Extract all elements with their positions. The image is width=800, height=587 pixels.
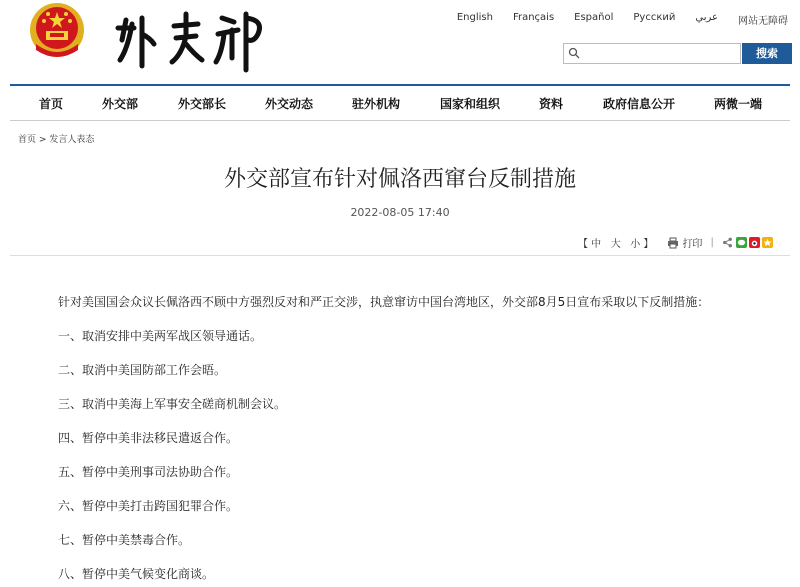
breadcrumb-separator: > [38, 135, 47, 145]
share-icon[interactable] [722, 237, 733, 248]
article-datetime: 2022-08-05 17:40 [350, 206, 450, 219]
nav-item-countries-organizations[interactable]: 国家和组织 [440, 97, 501, 111]
qzone-share-icon[interactable] [762, 237, 773, 248]
measure-item: 一、取消安排中美两军战区领导通话。 [58, 329, 263, 343]
language-switcher [437, 12, 788, 27]
article-tools [578, 235, 773, 250]
nav-item-minister[interactable]: 外交部长 [178, 97, 227, 111]
article-divider [10, 255, 790, 256]
toolbar-divider: | [710, 237, 714, 248]
breadcrumb [18, 132, 94, 145]
measure-item: 三、取消中美海上军事安全磋商机制会议。 [58, 397, 287, 411]
breadcrumb-current-link[interactable]: 发言人表态 [49, 135, 95, 145]
nav-item-government-info[interactable]: 政府信息公开 [603, 97, 676, 111]
search-button[interactable]: 搜索 [742, 43, 792, 64]
search-bar [563, 43, 792, 64]
search-input[interactable] [563, 43, 741, 64]
national-emblem-icon[interactable] [28, 2, 86, 62]
lang-english-link[interactable]: English [456, 12, 493, 23]
lang-russian-link[interactable]: Русский [633, 12, 676, 23]
article-title: 外交部宣布针对佩洛西窜台反制措施 [223, 167, 576, 192]
weibo-share-icon[interactable] [749, 237, 760, 248]
printer-icon[interactable] [667, 237, 679, 249]
nav-item-resources[interactable]: 资料 [539, 97, 564, 111]
measure-item: 六、暂停中美打击跨国犯罪合作。 [58, 499, 239, 513]
nav-item-diplomatic-news[interactable]: 外交动态 [265, 97, 314, 111]
nav-item-social-media[interactable]: 两微一端 [714, 97, 763, 111]
measure-item: 五、暂停中美刑事司法协助合作。 [58, 465, 239, 479]
print-link[interactable]: 打印 [682, 239, 703, 250]
article-intro: 针对美国国会众议长佩洛西不顾中方强烈反对和严正交涉，执意窜访中国台湾地区，外交部8月5日宣布采取以下反制措施： [58, 295, 710, 309]
nav-item-ministry[interactable]: 外交部 [102, 97, 139, 111]
measure-item: 七、暂停中美禁毒合作。 [58, 533, 191, 547]
ministry-calligraphy-logo[interactable] [112, 4, 272, 78]
lang-french-link[interactable]: Français [512, 12, 555, 23]
search-icon [568, 47, 580, 59]
site-header [0, 0, 800, 84]
measure-item: 八、暂停中美气候变化商谈。 [58, 567, 215, 581]
measure-item: 二、取消中美国防部工作会晤。 [58, 363, 227, 377]
wechat-share-icon[interactable] [736, 237, 747, 248]
nav-item-home[interactable]: 首页 [39, 97, 64, 111]
accessibility-link[interactable]: 网站无障碍 [738, 16, 788, 27]
breadcrumb-home-link[interactable]: 首页 [18, 135, 37, 145]
font-size-selector[interactable]: 【 中 大 小 】 [578, 239, 654, 250]
main-nav [10, 84, 790, 121]
measure-item: 四、暂停中美非法移民遣返合作。 [58, 431, 239, 445]
nav-item-missions-abroad[interactable]: 驻外机构 [352, 97, 401, 111]
lang-arabic-link[interactable]: عربي [695, 12, 718, 23]
lang-spanish-link[interactable]: Español [574, 12, 614, 23]
